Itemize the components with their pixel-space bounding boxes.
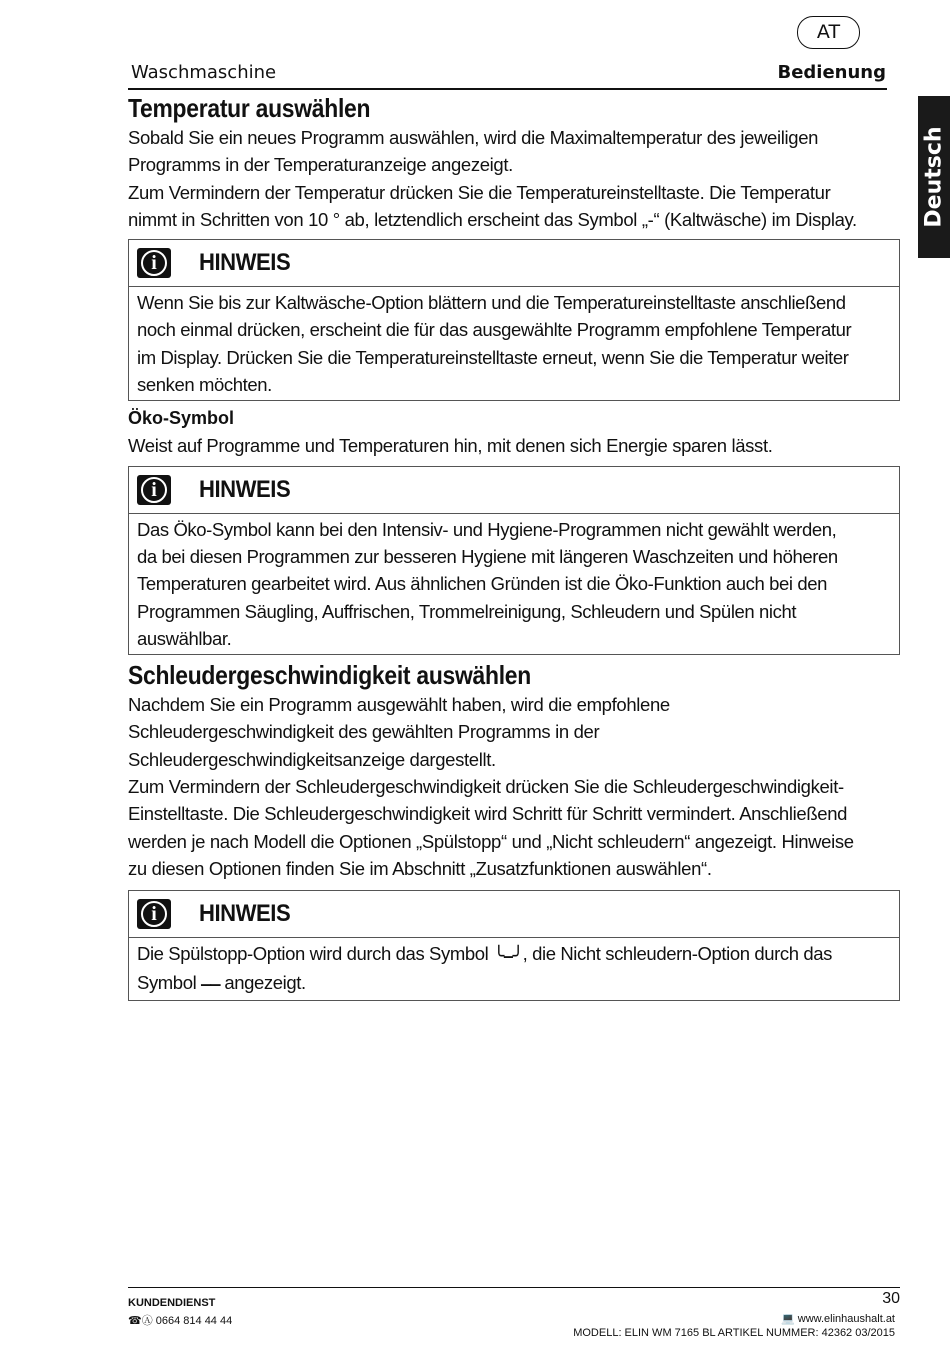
note-line: da bei diesen Programmen zur besseren Hygiene mit längeren Waschzeiten und höheren	[137, 545, 838, 567]
footer-phone: ☎Ⓐ 0664 814 44 44	[128, 1315, 233, 1327]
note-line: noch einmal drücken, erscheint die für das ausgewählte Programm empfohlene Temperatur	[137, 319, 852, 341]
note-header	[129, 467, 899, 514]
note-line: Das Öko-Symbol kann bei den Intensiv- und Hygiene-Programmen nicht gewählt werden,	[137, 518, 837, 540]
text-line: Programms in der Temperaturanzeige angezeigt.	[128, 154, 513, 176]
text-line: werden je nach Modell die Optionen „Spülstopp“ und „Nicht schleudern“ angezeigt. Hinweise	[128, 830, 854, 852]
heading-eco-symbol: Öko-Symbol	[128, 408, 235, 429]
text-line: Zum Vermindern der Temperatur drücken Sie die Temperatureinstelltaste. Die Temperatur	[128, 181, 831, 203]
no-spin-symbol-icon: ‒‒	[201, 973, 220, 995]
heading-spin-speed: Schleudergeschwindigkeit auswählen	[128, 660, 531, 691]
note-body	[129, 514, 899, 654]
heading-temperature: Temperatur auswählen	[128, 93, 371, 123]
note-text: Die Spülstopp-Option wird durch das Symbol	[137, 943, 494, 965]
note-line	[137, 969, 891, 998]
note-box-spin	[128, 890, 900, 1001]
note-title: HINWEIS	[199, 249, 291, 277]
note-line	[137, 940, 891, 969]
page-number: 30	[882, 1290, 900, 1307]
note-box-temperature	[128, 239, 900, 401]
note-line: Programmen Säugling, Auffrischen, Trommelreinigung, Schleudern und Spülen nicht	[137, 600, 797, 622]
text-line: Schleudergeschwindigkeit des gewählten Programms in der	[128, 721, 600, 743]
text-line: Zum Vermindern der Schleudergeschwindigkeit drücken Sie die Schleudergeschwindigkeit-	[128, 776, 844, 798]
note-title: HINWEIS	[199, 900, 291, 928]
language-tab-label: Deutsch	[921, 126, 947, 228]
info-icon: i	[137, 475, 171, 505]
eco-text-line: Weist auf Programme und Temperaturen hin, mit denen sich Energie sparen lässt.	[128, 435, 773, 457]
text-line: nimmt in Schritten von 10 ° ab, letztendlich erscheint das Symbol „-“ (Kaltwäsche) im Display.	[128, 208, 857, 230]
text-line: Einstelltaste. Die Schleudergeschwindigkeit wird Schritt für Schritt vermindert. Anschließend	[128, 803, 848, 825]
info-icon: i	[137, 248, 171, 278]
header-chapter-title: Bedienung	[777, 62, 886, 83]
spin-text	[128, 691, 900, 882]
footer-website-link[interactable]: 💻 www.elinhaushalt.at	[781, 1313, 895, 1325]
note-body	[129, 287, 899, 400]
footer-divider	[128, 1287, 900, 1288]
note-text: Symbol	[137, 971, 202, 993]
note-line: Temperaturen gearbeitet wird. Aus ähnlichen Gründen ist die Öko-Funktion auch bei den	[137, 573, 827, 595]
note-body	[129, 938, 899, 1000]
note-line: senken möchten.	[137, 374, 272, 396]
text-line: zu diesen Optionen finden Sie im Abschnitt „Zusatzfunktionen auswählen“.	[128, 857, 712, 879]
header-divider	[128, 88, 887, 90]
header-product-title: Waschmaschine	[131, 62, 277, 83]
note-text: angezeigt.	[219, 971, 306, 993]
note-text: , die Nicht schleudern-Option durch das	[522, 943, 832, 965]
note-line: Wenn Sie bis zur Kaltwäsche-Option blättern und die Temperatureinstelltaste anschließend	[137, 292, 846, 314]
note-box-eco	[128, 466, 900, 655]
main-content	[128, 92, 900, 1005]
footer-model-info: MODELL: ELIN WM 7165 BL ARTIKEL NUMMER: 42362 03/2015	[573, 1327, 895, 1339]
note-title: HINWEIS	[199, 475, 291, 503]
language-tab	[918, 96, 950, 258]
note-line: auswählbar.	[137, 627, 232, 649]
text-line: Schleudergeschwindigkeitsanzeige dargestellt.	[128, 748, 496, 770]
note-line: im Display. Drücken Sie die Temperatureinstelltaste erneut, wenn Sie die Temperatur weiter	[137, 346, 849, 368]
temperature-text	[128, 124, 900, 233]
note-header	[129, 891, 899, 938]
text-line: Sobald Sie ein neues Programm auswählen, wird die Maximaltemperatur des jeweiligen	[128, 127, 819, 148]
rinse-hold-symbol-icon: ╰–╯	[493, 944, 523, 966]
country-badge: AT	[797, 16, 860, 49]
footer-service-label: KUNDENDIENST	[128, 1297, 216, 1309]
info-icon: i	[137, 899, 171, 929]
text-line: Nachdem Sie ein Programm ausgewählt haben, wird die empfohlene	[128, 694, 670, 716]
note-header	[129, 240, 899, 287]
